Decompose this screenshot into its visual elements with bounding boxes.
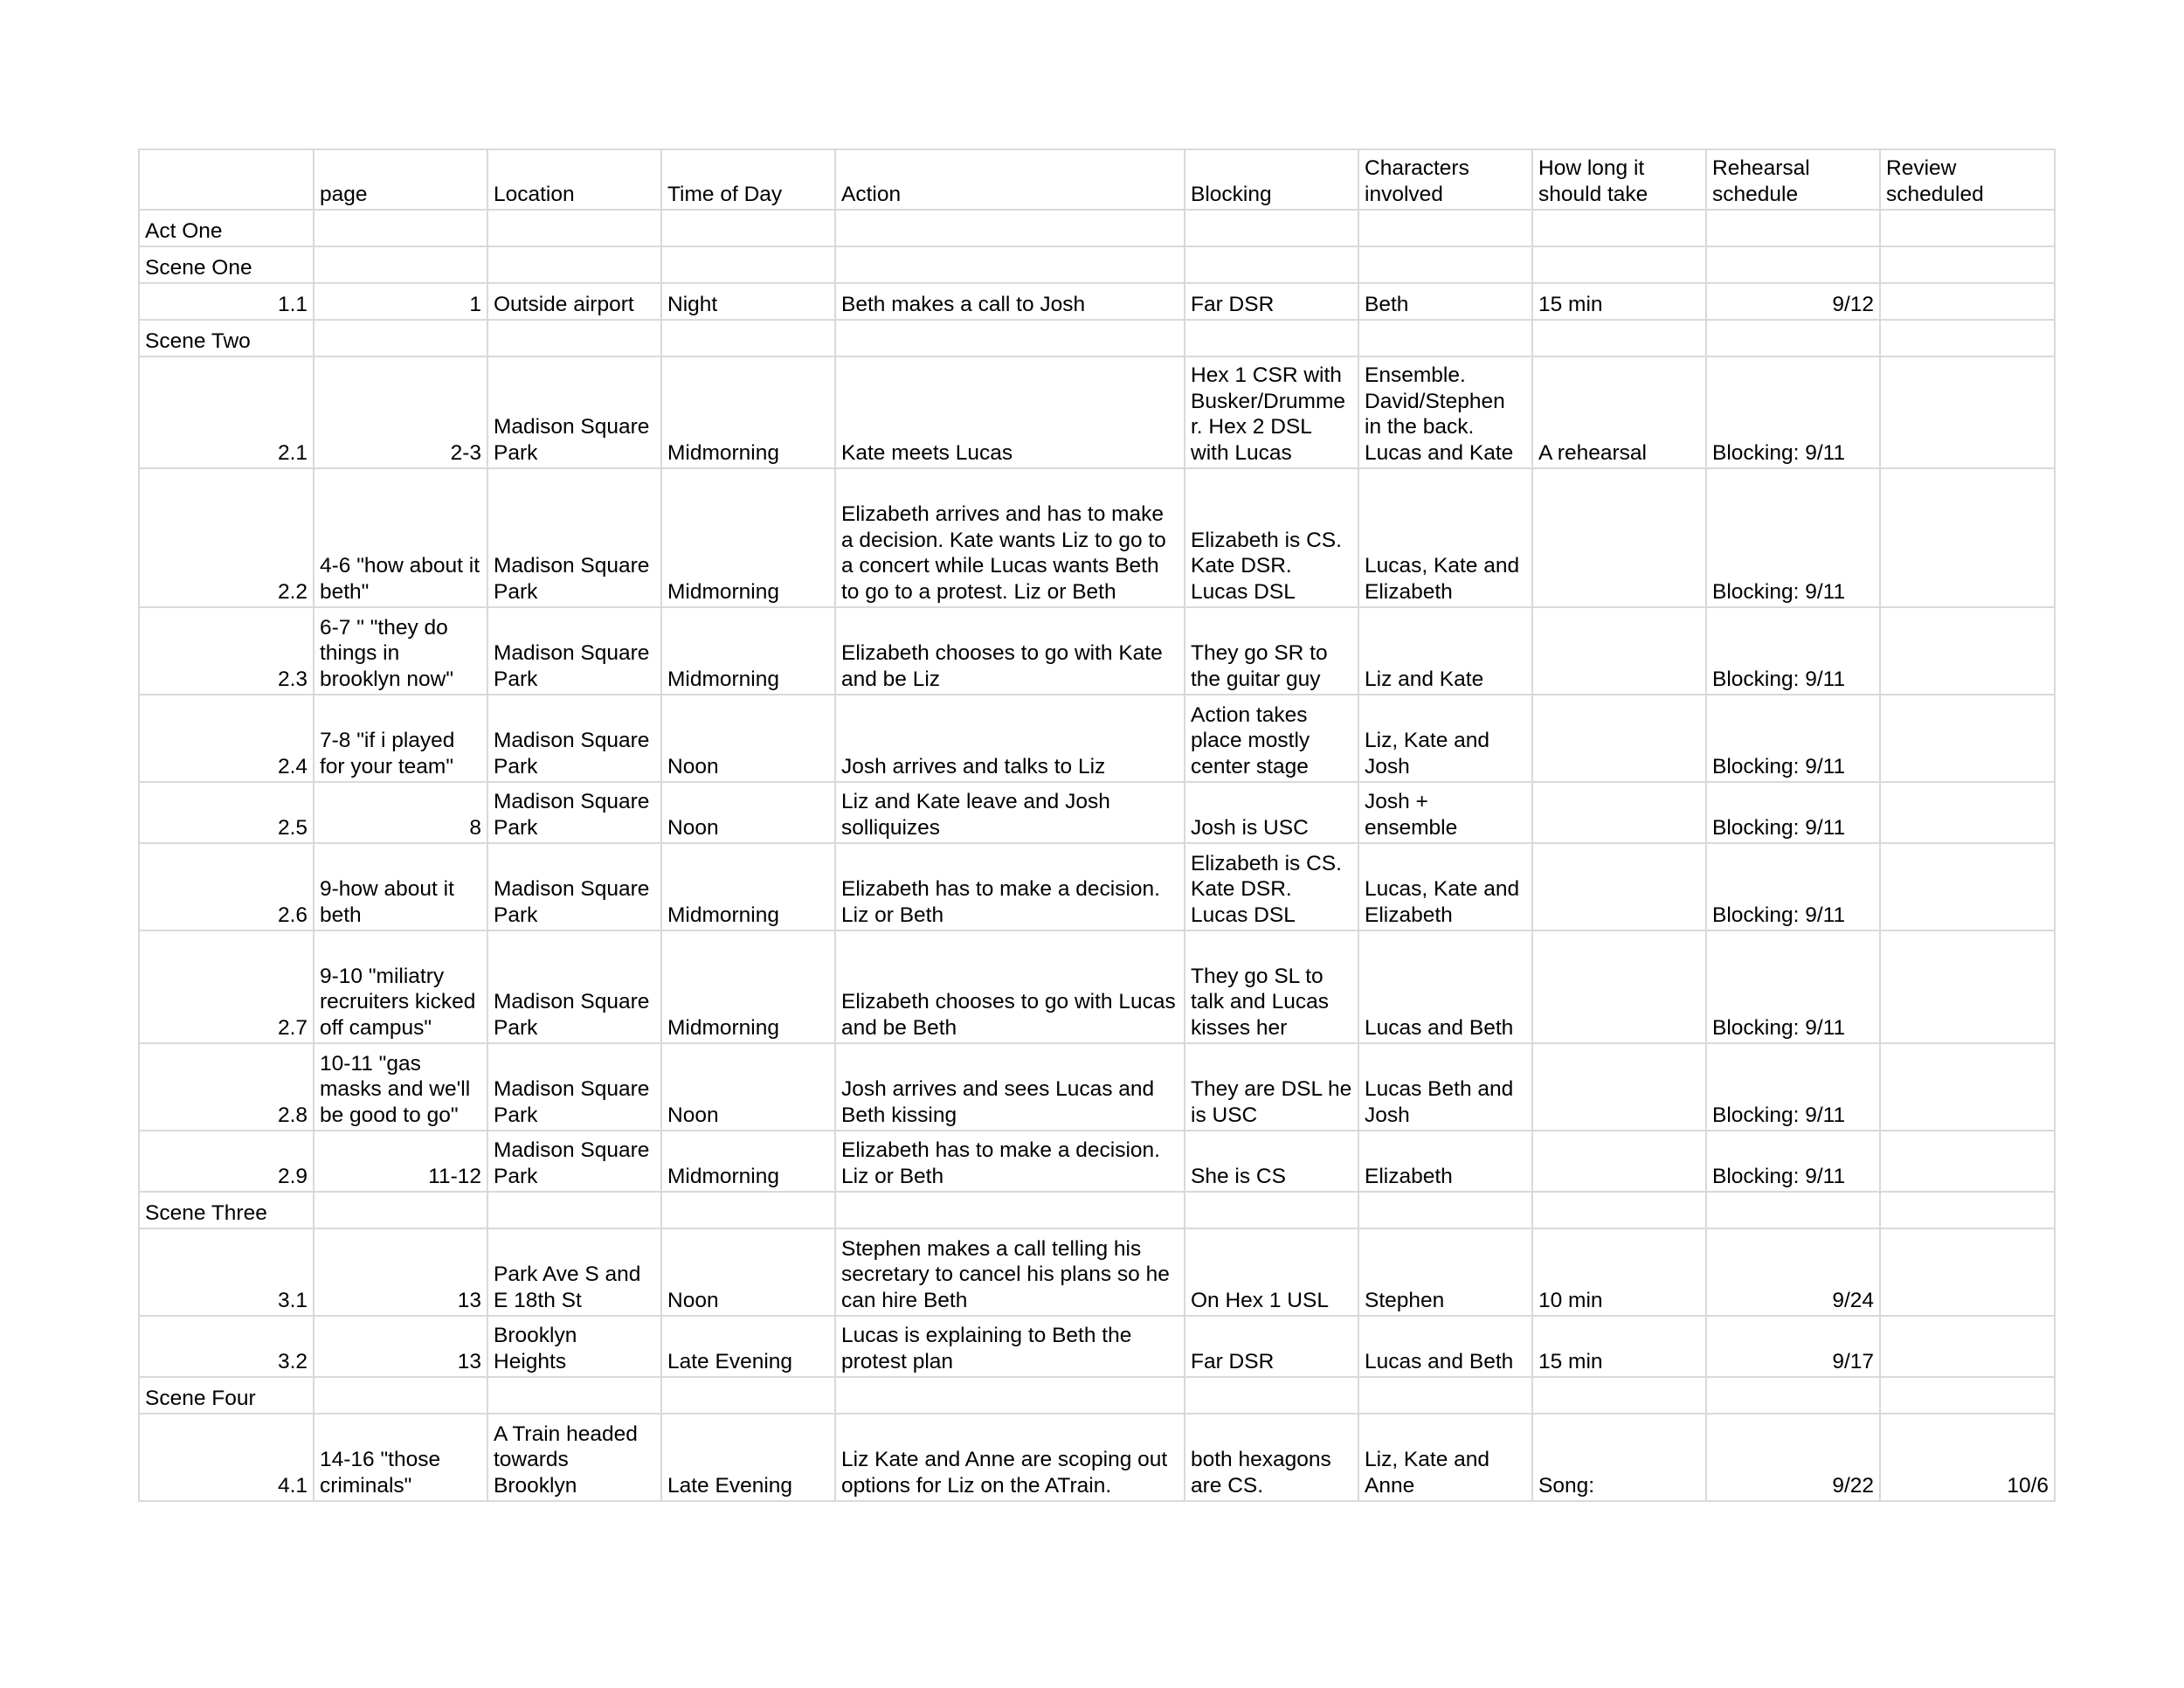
table-row xyxy=(139,1316,2055,1377)
section-row xyxy=(139,1192,2055,1228)
table-cell: 2.1 xyxy=(139,356,314,468)
table-cell: Elizabeth chooses to go with Lucas and be Beth xyxy=(835,930,1185,1043)
table-cell xyxy=(1880,1316,2055,1377)
table-cell: Blocking: 9/11 xyxy=(1706,930,1880,1043)
table-cell: Josh + ensemble xyxy=(1358,782,1532,843)
table-cell: Liz, Kate and Josh xyxy=(1358,695,1532,782)
table-cell xyxy=(1880,1192,2055,1228)
table-cell: 1 xyxy=(314,283,487,320)
table-cell xyxy=(661,1192,835,1228)
section-row xyxy=(139,1377,2055,1414)
table-row xyxy=(139,356,2055,468)
table-cell: 2.3 xyxy=(139,607,314,695)
table-cell xyxy=(487,246,661,283)
section-label: Act One xyxy=(139,210,314,246)
table-cell xyxy=(1532,695,1706,782)
table-cell xyxy=(1358,1192,1532,1228)
table-cell: Liz and Kate xyxy=(1358,607,1532,695)
table-cell: Beth makes a call to Josh xyxy=(835,283,1185,320)
table-cell xyxy=(1185,246,1358,283)
table-cell xyxy=(1532,246,1706,283)
table-cell xyxy=(1880,782,2055,843)
header-cell: Action xyxy=(835,149,1185,210)
table-cell: Madison Square Park xyxy=(487,843,661,930)
table-cell: Madison Square Park xyxy=(487,607,661,695)
table-cell: 2.2 xyxy=(139,468,314,607)
table-cell: 6-7 " "they do things in brooklyn now" xyxy=(314,607,487,695)
header-cell: page xyxy=(314,149,487,210)
table-cell: Midmorning xyxy=(661,843,835,930)
header-cell: Characters involved xyxy=(1358,149,1532,210)
table-cell xyxy=(1532,843,1706,930)
table-cell: On Hex 1 USL xyxy=(1185,1228,1358,1316)
table-cell: Brooklyn Heights xyxy=(487,1316,661,1377)
table-cell xyxy=(1706,246,1880,283)
table-cell: Stephen makes a call telling his secretary to cancel his plans so he can hire Beth xyxy=(835,1228,1185,1316)
table-cell: Lucas is explaining to Beth the protest plan xyxy=(835,1316,1185,1377)
table-cell: Song: xyxy=(1532,1414,1706,1501)
table-cell: Elizabeth has to make a decision. Liz or Beth xyxy=(835,1131,1185,1192)
table-cell: Midmorning xyxy=(661,468,835,607)
table-cell: 4.1 xyxy=(139,1414,314,1501)
table-cell: Park Ave S and E 18th St xyxy=(487,1228,661,1316)
table-cell: Stephen xyxy=(1358,1228,1532,1316)
table-cell: Lucas, Kate and Elizabeth xyxy=(1358,468,1532,607)
table-cell: Action takes place mostly center stage xyxy=(1185,695,1358,782)
table-cell: 10-11 "gas masks and we'll be good to go" xyxy=(314,1043,487,1131)
table-cell: 13 xyxy=(314,1228,487,1316)
table-cell: Midmorning xyxy=(661,1131,835,1192)
table-cell xyxy=(1706,210,1880,246)
table-cell: They go SL to talk and Lucas kisses her xyxy=(1185,930,1358,1043)
header-cell: Location xyxy=(487,149,661,210)
table-row xyxy=(139,1043,2055,1131)
table-cell: Lucas and Beth xyxy=(1358,1316,1532,1377)
table-cell: 9/24 xyxy=(1706,1228,1880,1316)
table-cell xyxy=(1358,210,1532,246)
table-cell xyxy=(1706,320,1880,356)
table-cell xyxy=(1358,1377,1532,1414)
table-cell: Blocking: 9/11 xyxy=(1706,607,1880,695)
table-row xyxy=(139,1228,2055,1316)
table-cell: 11-12 xyxy=(314,1131,487,1192)
table-cell: A rehearsal xyxy=(1532,356,1706,468)
table-cell: Late Evening xyxy=(661,1414,835,1501)
table-cell: Blocking: 9/11 xyxy=(1706,843,1880,930)
table-cell: They are DSL he is USC xyxy=(1185,1043,1358,1131)
table-cell xyxy=(835,210,1185,246)
table-cell: Madison Square Park xyxy=(487,468,661,607)
table-cell xyxy=(835,1192,1185,1228)
table-cell xyxy=(1358,320,1532,356)
scene-breakdown-table xyxy=(138,149,2056,1502)
table-cell: 9-10 "miliatry recruiters kicked off campus" xyxy=(314,930,487,1043)
table-cell: They go SR to the guitar guy xyxy=(1185,607,1358,695)
section-label: Scene One xyxy=(139,246,314,283)
table-cell: Noon xyxy=(661,1043,835,1131)
table-row xyxy=(139,283,2055,320)
table-cell: Josh arrives and sees Lucas and Beth kissing xyxy=(835,1043,1185,1131)
table-cell xyxy=(1880,356,2055,468)
header-cell xyxy=(139,149,314,210)
table-cell xyxy=(314,1377,487,1414)
table-cell: Late Evening xyxy=(661,1316,835,1377)
table-cell: Blocking: 9/11 xyxy=(1706,695,1880,782)
table-cell: Liz Kate and Anne are scoping out options for Liz on the ATrain. xyxy=(835,1414,1185,1501)
table-cell: Elizabeth chooses to go with Kate and be Liz xyxy=(835,607,1185,695)
table-cell: Madison Square Park xyxy=(487,356,661,468)
table-cell xyxy=(1532,1131,1706,1192)
section-label: Scene Three xyxy=(139,1192,314,1228)
table-row xyxy=(139,607,2055,695)
table-cell xyxy=(1532,607,1706,695)
table-cell: Elizabeth xyxy=(1358,1131,1532,1192)
table-row xyxy=(139,843,2055,930)
table-cell xyxy=(661,210,835,246)
table-cell xyxy=(314,246,487,283)
table-cell: 10/6 xyxy=(1880,1414,2055,1501)
table-cell xyxy=(487,320,661,356)
table-cell: 9-how about it beth xyxy=(314,843,487,930)
table-row xyxy=(139,930,2055,1043)
table-cell: Blocking: 9/11 xyxy=(1706,782,1880,843)
table-cell: Far DSR xyxy=(1185,283,1358,320)
table-cell: 14-16 "those criminals" xyxy=(314,1414,487,1501)
table-cell xyxy=(1880,320,2055,356)
table-cell xyxy=(1880,843,2055,930)
table-cell: Outside airport xyxy=(487,283,661,320)
table-cell xyxy=(835,246,1185,283)
table-cell: Noon xyxy=(661,695,835,782)
table-cell: Kate meets Lucas xyxy=(835,356,1185,468)
table-cell xyxy=(314,210,487,246)
table-row xyxy=(139,695,2055,782)
section-label: Scene Two xyxy=(139,320,314,356)
table-cell: She is CS xyxy=(1185,1131,1358,1192)
table-cell: Liz, Kate and Anne xyxy=(1358,1414,1532,1501)
table-cell xyxy=(1532,1043,1706,1131)
table-cell: 3.2 xyxy=(139,1316,314,1377)
table-cell: 13 xyxy=(314,1316,487,1377)
table-cell: Noon xyxy=(661,782,835,843)
table-cell: 2.8 xyxy=(139,1043,314,1131)
table-cell: Madison Square Park xyxy=(487,1131,661,1192)
table-cell xyxy=(1880,1228,2055,1316)
table-cell: 2.5 xyxy=(139,782,314,843)
table-row xyxy=(139,468,2055,607)
table-cell: Blocking: 9/11 xyxy=(1706,1131,1880,1192)
table-cell: Elizabeth is CS. Kate DSR. Lucas DSL xyxy=(1185,843,1358,930)
table-cell: Madison Square Park xyxy=(487,695,661,782)
table-cell xyxy=(1185,1192,1358,1228)
section-row xyxy=(139,320,2055,356)
table-cell xyxy=(835,320,1185,356)
header-cell: Time of Day xyxy=(661,149,835,210)
table-cell: Josh arrives and talks to Liz xyxy=(835,695,1185,782)
table-cell: Elizabeth is CS. Kate DSR. Lucas DSL xyxy=(1185,468,1358,607)
table-cell xyxy=(1880,1131,2055,1192)
header-cell: Rehearsal schedule xyxy=(1706,149,1880,210)
table-cell: Midmorning xyxy=(661,356,835,468)
table-cell: Madison Square Park xyxy=(487,930,661,1043)
table-cell xyxy=(661,1377,835,1414)
table-cell: Elizabeth arrives and has to make a decision. Kate wants Liz to go to a concert while Lucas wants Beth to go to a protest. Liz or Beth xyxy=(835,468,1185,607)
table-row xyxy=(139,782,2055,843)
table-cell xyxy=(487,210,661,246)
table-cell: Far DSR xyxy=(1185,1316,1358,1377)
table-cell: Blocking: 9/11 xyxy=(1706,1043,1880,1131)
table-cell xyxy=(1880,283,2055,320)
table-cell: Noon xyxy=(661,1228,835,1316)
table-cell: 7-8 "if i played for your team" xyxy=(314,695,487,782)
section-row xyxy=(139,210,2055,246)
table-cell: 2.6 xyxy=(139,843,314,930)
table-cell xyxy=(1532,320,1706,356)
table-cell: 8 xyxy=(314,782,487,843)
table-cell xyxy=(487,1377,661,1414)
table-cell: 9/17 xyxy=(1706,1316,1880,1377)
table-cell xyxy=(487,1192,661,1228)
table-cell: A Train headed towards Brooklyn xyxy=(487,1414,661,1501)
table-cell xyxy=(661,320,835,356)
header-cell: Review scheduled xyxy=(1880,149,2055,210)
table-cell xyxy=(1880,1043,2055,1131)
table-cell xyxy=(1706,1192,1880,1228)
table-cell: 1.1 xyxy=(139,283,314,320)
table-cell xyxy=(1532,468,1706,607)
table-cell: 9/22 xyxy=(1706,1414,1880,1501)
table-row xyxy=(139,1131,2055,1192)
table-cell: 15 min xyxy=(1532,283,1706,320)
table-row xyxy=(139,1414,2055,1501)
table-cell: Madison Square Park xyxy=(487,1043,661,1131)
table-cell xyxy=(1880,210,2055,246)
table-cell: both hexagons are CS. xyxy=(1185,1414,1358,1501)
table-cell: Ensemble. David/Stephen in the back. Lucas and Kate xyxy=(1358,356,1532,468)
table-cell: Midmorning xyxy=(661,930,835,1043)
table-cell: 3.1 xyxy=(139,1228,314,1316)
table-cell: Madison Square Park xyxy=(487,782,661,843)
section-label: Scene Four xyxy=(139,1377,314,1414)
table-cell xyxy=(1532,782,1706,843)
table-cell: Midmorning xyxy=(661,607,835,695)
table-cell: Blocking: 9/11 xyxy=(1706,356,1880,468)
table-cell xyxy=(1706,1377,1880,1414)
table-cell xyxy=(1185,1377,1358,1414)
table-cell xyxy=(1880,1377,2055,1414)
table-cell: Josh is USC xyxy=(1185,782,1358,843)
table-cell xyxy=(1880,246,2055,283)
table-cell xyxy=(1532,1192,1706,1228)
table-cell xyxy=(1880,607,2055,695)
table-cell: Night xyxy=(661,283,835,320)
section-row xyxy=(139,246,2055,283)
table-cell xyxy=(1358,246,1532,283)
table-cell xyxy=(835,1377,1185,1414)
table-cell xyxy=(1185,320,1358,356)
header-cell: Blocking xyxy=(1185,149,1358,210)
table-cell xyxy=(1185,210,1358,246)
table-cell: Elizabeth has to make a decision. Liz or Beth xyxy=(835,843,1185,930)
table-cell xyxy=(1532,210,1706,246)
table-cell xyxy=(314,320,487,356)
table-cell: 10 min xyxy=(1532,1228,1706,1316)
table-cell xyxy=(1532,930,1706,1043)
table-cell: 15 min xyxy=(1532,1316,1706,1377)
table-cell xyxy=(1532,1377,1706,1414)
table-cell: Lucas and Beth xyxy=(1358,930,1532,1043)
table-cell: 2.4 xyxy=(139,695,314,782)
table-cell: Lucas, Kate and Elizabeth xyxy=(1358,843,1532,930)
table-cell: Hex 1 CSR with Busker/Drummer. Hex 2 DSL with Lucas xyxy=(1185,356,1358,468)
table-cell: 2-3 xyxy=(314,356,487,468)
table-cell: 9/12 xyxy=(1706,283,1880,320)
table-cell xyxy=(314,1192,487,1228)
table-cell: Blocking: 9/11 xyxy=(1706,468,1880,607)
table-cell xyxy=(1880,930,2055,1043)
header-cell: How long it should take xyxy=(1532,149,1706,210)
header-row xyxy=(139,149,2055,210)
table-cell: Liz and Kate leave and Josh solliquizes xyxy=(835,782,1185,843)
table-cell xyxy=(1880,695,2055,782)
table-cell xyxy=(661,246,835,283)
table-cell: Beth xyxy=(1358,283,1532,320)
table-cell xyxy=(1880,468,2055,607)
table-cell: Lucas Beth and Josh xyxy=(1358,1043,1532,1131)
table-cell: 2.7 xyxy=(139,930,314,1043)
table-cell: 2.9 xyxy=(139,1131,314,1192)
table-cell: 4-6 "how about it beth" xyxy=(314,468,487,607)
